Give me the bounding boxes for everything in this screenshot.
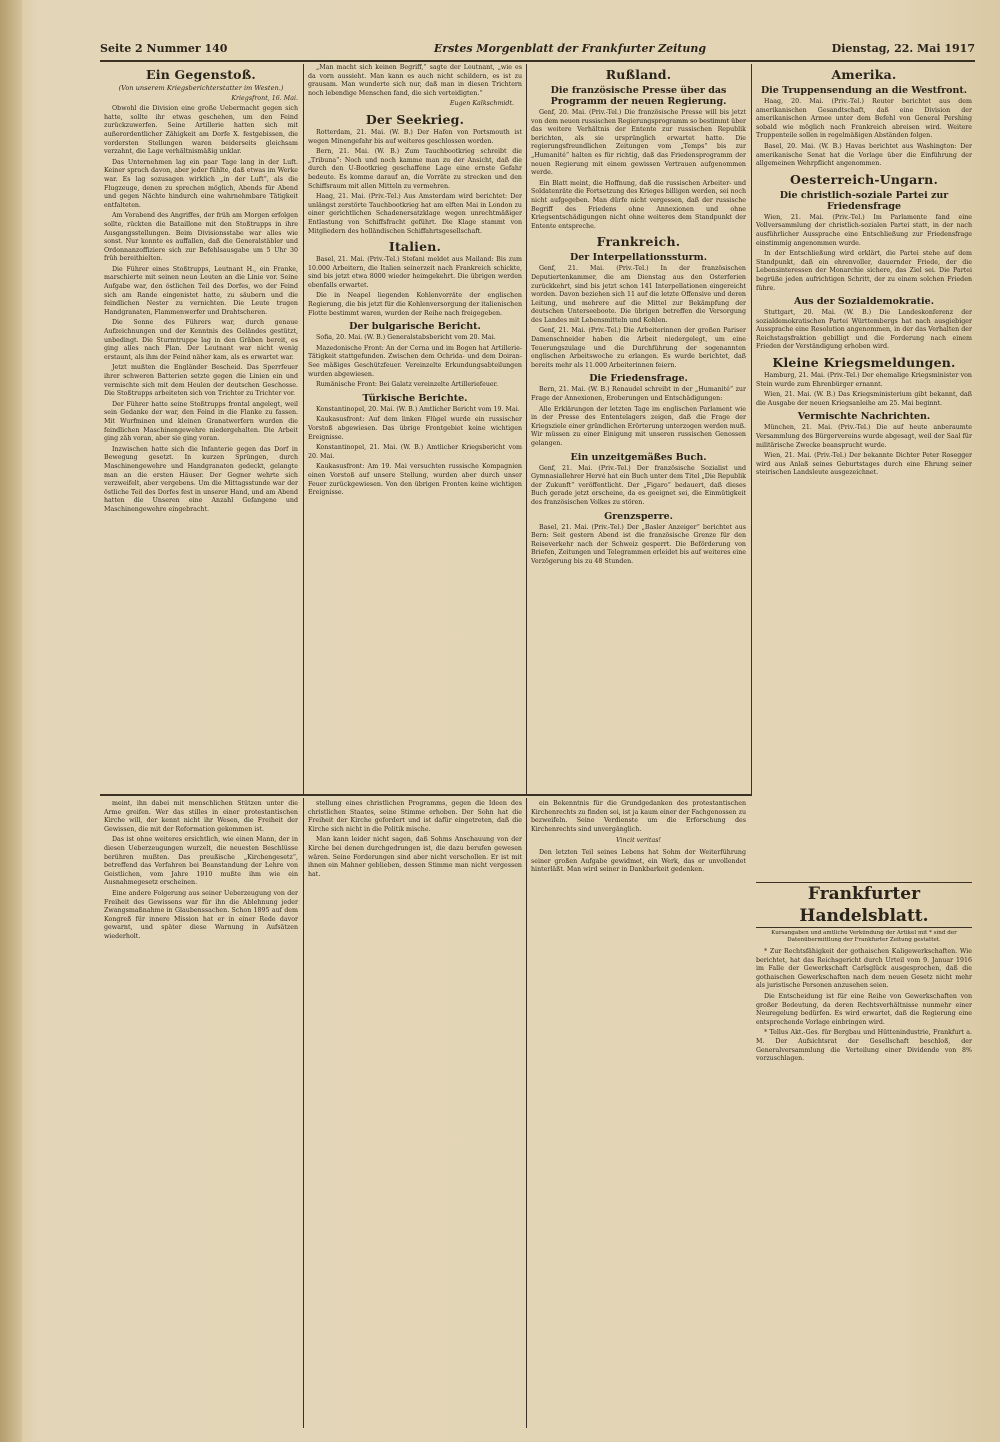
section-divider xyxy=(100,794,752,796)
paragraph: Basel, 21. Mai. (Priv.-Tel.) Stefani meldet aus Mailand: Bis zum 10.000 Arbeitern, die Italien seinerzeit nach Frankreich schickte, sind bis jetzt etwa 8000 wieder heimgekehrt. Die übrigen werden ebenfalls erwartet. xyxy=(308,256,522,289)
war-news-column xyxy=(308,64,522,792)
paragraph: Bern, 21. Mai. (W. B.) Renaudel schreibt in der „Humanité“ zur Frage der Annexionen, Eroberungen und Entschädigungen: xyxy=(531,386,746,403)
paragraph: Genf, 21. Mai. (Priv.-Tel.) Die Arbeiterinnen der großen Pariser Damenschneider haben die Arbeit niedergelegt, um eine Teuerungszulage und die Durchführung der sogenannten englischen Arbeitswoche zu erlangen. Es wurde berichtet, daß bereits mehr als 11.000 Arbeiterinnen feiern. xyxy=(531,327,746,369)
paragraph: Die Sonne des Führers war, durch genaue Aufzeichnungen und der Kenntnis des Geländes gestützt, unbedingt. Die Sturmtruppe lag in den Gräben bereit, es ging alles nach Plan. Der Leutnant war nicht wenig erstaunt, als ihm der Feind näher kam, als es erwartet war. xyxy=(104,319,298,361)
section-title: Italien. xyxy=(388,239,442,255)
paragraph: Der Führer hatte seine Stoßtrupps frontal angelegt, weil sein Gedanke der war, den Feind in die Flanke zu fassen. Mit Wurfminen und kleinen Granatwerfern wurden die feindlichen Maschinengewehre niedergehalten. Die Arbeit ging zäh voran, aber sie ging voran. xyxy=(104,400,298,443)
paragraph: Kaukasusfront: Auf dem linken Flügel wurde ein russischer Vorstoß abgewiesen. Das übrige Frontgebiet keine wichtigen Ereignisse. xyxy=(308,416,522,441)
section-subtitle: Die französische Presse über das Programm der neuen Regierung. xyxy=(550,85,727,107)
paragraph: Hamburg, 21. Mai. (Priv.-Tel.) Der ehemalige Kriegsminister von Stein wurde zum Ehrenbürger ernannt. xyxy=(756,372,972,388)
paragraph: Das ist ohne weiteres ersichtlich, wie einen Mann, der in diesen Ueberzeugungen wurzelt, die neuesten Beschlüsse berühren mußten. Das preußische „Kirchengesetz“, betreffend das Verfahren bei Beanstandung der Lehre von Geistlichen, vom Jahre 1910 mußte ihm wie ein Ausnahmegesetz erscheinen. xyxy=(104,836,298,887)
paragraph: Basel, 20. Mai. (W. B.) Havas berichtet aus Washington: Der amerikanische Senat hat die Vorlage über die Einführung der allgemeinen Wehrpflicht angenommen. xyxy=(756,142,972,168)
feuilleton-column-3 xyxy=(531,800,746,1426)
paragraph: Konstantinopel, 20. Mai. (W. B.) Amtlicher Bericht vom 19. Mai. xyxy=(316,405,520,413)
section-subtitle: Die christlich-soziale Partei zur Friedensfrage xyxy=(779,189,949,212)
paragraph: „Man macht sich keinen Begriff,“ sagte der Leutnant, „wie es da vorn aussieht. Man kann es auch nicht schildern, es ist zu grausam. Man wunderte sich nur, daß man in diesen Trichtern noch lebendige Menschen fand, die sich verteidigten.“ xyxy=(308,64,522,97)
paragraph: Wien, 21. Mai. (Priv.-Tel.) Der bekannte Dichter Peter Rosegger wird aus Anlaß seines Geburtstages durch eine Ehrung seiner steirischen Landsleute ausgezeichnet. xyxy=(756,452,972,477)
section-title: Grenzsperre. xyxy=(604,510,673,522)
paragraph: Bern, 21. Mai. (W. B.) Zum Tauchbootkrieg schreibt die „Tribuna“: Noch und noch kamme man zu der Ansicht, daß die durch den U-Bootkrieg geschaffene Lage eine ernste Gefahr bedeute. Es komme darauf an, die Vorräte zu strecken und den Schiffsraum mit allen Mitteln zu vermehren. xyxy=(308,148,522,190)
paragraph: stellung eines christlichen Programms, gegen die Ideen des christlichen Staates, seine Stimme erhoben. Der Sohn hat die Freiheit der Kirche gefordert und ist dafür eingetreten, daß die Kirche sich nicht in die Politik mische. xyxy=(308,800,522,833)
paragraph: Mazedonische Front: An der Cerna und im Bogen hat Artillerie-Tätigkeit stattgefunden. Zwischen dem Ochrida- und dem Doiran-See mäßiges Geschützfeuer. Vereinzelte Erkundungsabteilungen wurden abgewiesen. xyxy=(308,344,522,378)
column-divider xyxy=(526,64,527,794)
section-title: Die Friedensfrage. xyxy=(589,373,688,385)
paragraph: Rotterdam, 21. Mai. (W. B.) Der Hafen von Portsmouth ist wegen Minengefahr bis auf weiteres geschlossen worden. xyxy=(308,128,522,145)
section-title: Der bulgarische Bericht. xyxy=(349,321,481,333)
paragraph: Haag, 20. Mai. (Priv.-Tel.) Reuter berichtet aus dem amerikanischen Gesandtschaft, daß eine Division der amerikanischen Armee unter dem Befehl von General Pershing sobald wie möglich nach Frankreich abreisen wird. Weitere Truppenteile sollen in regelmäßigen Abständen folgen. xyxy=(756,98,972,140)
paragraph: * Tellus Akt.-Ges. für Bergbau und Hüttenindustrie, Frankfurt a. M. Der Aufsichtsrat der Gesellschaft beschloß, der Generalversammlung die Verteilung einer Dividende von 8% vorzuschlagen. xyxy=(756,1029,972,1063)
handelsblatt-title: Frankfurter Handelsblatt. xyxy=(756,882,972,928)
feuilleton-column-2 xyxy=(308,800,522,1426)
handelsblatt-section xyxy=(756,876,972,1426)
section-title: Vermischte Nachrichten. xyxy=(797,411,931,423)
section-title: Aus der Sozialdemokratie. xyxy=(793,296,935,308)
paragraph: meint, ihn dabei mit menschlichen Stützen unter die Arme greifen. Wer das stilles in einer protestantischen Kirche will, der kennt nicht ihr Wesen, die Freiheit der Gewissen, die mit der Reformation gekommen ist. xyxy=(104,800,298,833)
paragraph: ein Bekenntnis für die Grundgedanken des protestantischen Kirchenrechts zu finden sei, ist ja kaum einer der Fachgenossen zu bezweifeln. Seine Verdienste um die Erforschung des Kirchenrechts sind unvergänglich. xyxy=(531,800,746,833)
author-signature: Eugen Kalkschmidt. xyxy=(449,100,514,108)
paragraph: Das Unternehmen lag ein paar Tage lang in der Luft. Keiner sprach davon, aber jeder fühlte, daß etwas im Werke war. Es lag sozusagen wirklich „in der Luft“, als die Flugzeuge, denen zu sprechen möglich, Abends für Abend und gegen Nächte hindurch eine wahrnehmbare Tätigkeit entfalteten. xyxy=(104,158,298,209)
section-title: Kleine Kriegsmeldungen. xyxy=(772,355,956,371)
section-title: Oesterreich-Ungarn. xyxy=(789,171,939,187)
page-spine-shadow xyxy=(0,0,22,1442)
dateline: Kriegsfront, 16. Mai. xyxy=(231,94,298,102)
paragraph: Obwohl die Division eine große Uebermacht gegen sich hatte, sollte ihr etwas geschehen, um den Feind zurückzuwerfen. Seine Artillerie hatten sich mit außerordentlicher Zähigkeit am Dorfe X. festgebissen, die vordersten Stellungen waren beiderseits gleichsam verzahnt, die Lage verhältnismäßig unklar. xyxy=(104,105,298,156)
paragraph: Genf, 21. Mai. (Priv.-Tel.) Der französische Sozialist und Gymnasiallehrer Hervé hat ein Buch unter dem Titel „Die Republik der Zukunft“ veröffentlicht. Der „Figaro“ bedauert, daß dieses Buch gerade jetzt erscheine, da es geeignet sei, die Einmütigkeit des französischen Volkes zu stören. xyxy=(531,464,746,506)
paragraph: Rumänische Front: Bei Galatz vereinzelte Artilleriefeuer. xyxy=(316,381,498,389)
paragraph: * Zur Rechtsfähigkeit der gothaischen Kaligewerkschaften. Wie berichtet, hat das Reichsgericht durch Urteil vom 9. Januar 1916 im Falle der Gewerkschaft Carlsglück ausgesprochen, daß die gothaischen Gewerkschaften nach dem neuen Gesetz nicht mehr als juristische Personen anzusehen seien. xyxy=(756,948,972,990)
paragraph: Konstantinopel, 21. Mai. (W. B.) Amtlicher Kriegsbericht vom 20. Mai. xyxy=(308,444,522,460)
column-divider xyxy=(526,798,527,1428)
article-subtitle: (Von unserem Kriegsberichterstatter im Westen.) xyxy=(118,84,284,92)
paragraph: Ein Blatt meint, die Hoffnung, daß die russischen Arbeiter- und Soldatenräte die Fortsetzung des Krieges billigen werden, sei noch nicht aufgegeben. Man dürfe nicht vergessen, daß der russische Begriff des Friedens ohne Annexionen und ohne Kriegsentschädigungen nicht ohne weiteres dem Standpunkt der Entente entspreche. xyxy=(531,179,746,230)
motto: Vincit veritas! xyxy=(616,837,661,845)
paragraph: Den letzten Teil seines Lebens hat Sohm der Weiterführung seiner großen Aufgabe gewidmet, ein Werk, das er unvollendet hinterläßt. Man wird seiner in Dankbarkeit gedenken. xyxy=(531,848,746,874)
masthead-rule xyxy=(100,60,975,62)
paragraph: Alle Erklärungen der letzten Tage im englischen Parlament wie in der Presse des Ententelagers zeigen, daß die Frage der Kriegsziele einer gründlichen Erörterung unterzogen werden muß. Wir müssen zu einer Einigung mit unseren russischen Genossen gelangen. xyxy=(531,405,746,447)
paragraph: Inzwischen hatte sich die Infanterie gegen das Dorf in Bewegung gesetzt. In kurzen Sprüngen, durch Maschinengewehre und Handgranaten gedeckt, gelangte man an die ersten Häuser. Der Gegner wehrte sich verzweifelt, aber vergebens. Um die Mittagsstunde war der östliche Teil des Dorfes fest in unserer Hand, und am Abend hatten die Unseren eine Anzahl Gefangene und Maschinengewehre eingebracht. xyxy=(104,445,298,513)
paragraph: Genf, 20. Mai. (Priv.-Tel.) Die französische Presse will bis jetzt von dem neuen russischen Regierungsprogramm so bestimmt über das weitere Verhältnis der Entente zur russischen Republik berichten, als sie ursprünglich erwartet hatte. Die regierungsfreundlichen Zeitungen vom „Temps“ bis zur „Humanité“ halten es für richtig, daß das Friedensprogramm der neuen Regierung mit einem gewissen Vertrauen aufgenommen werde. xyxy=(531,109,746,177)
section-subtitle: Der Interpellationssturm. xyxy=(569,252,708,264)
column-divider xyxy=(303,798,304,1428)
section-title: Amerika. xyxy=(831,67,897,82)
paragraph: Man kann leider nicht sagen, daß Sohms Anschauung von der Kirche bei denen durchgedrungen ist, die dazu berufen gewesen wären. Seine Forderungen sind aber nicht verschollen. Er ist mit ihnen ein Mahner geblieben, dessen Stimme man nicht vergessen hat. xyxy=(308,836,522,878)
paragraph: Die Führer eines Stoßtrupps, Leutnant H., ein Franke, marschierte mit seinen neun Leuten an die Linie vor. Seine Aufgabe war, den östlichen Teil des Dorfes, wo der Feind sich am Rande eingenistet hatte, zu säubern und die feindlichen Nester zu vernichten. Die Leute trugen Handgranaten, Flammenwerfer und Drahtscheren. xyxy=(104,265,298,316)
masthead xyxy=(100,42,975,60)
paragraph: Basel, 21. Mai. (Priv.-Tel.) Der „Basler Anzeiger“ berichtet aus Bern: Seit gestern Abend ist die französische Grenze für den Reiseverkehr nach der Schweiz gesperrt. Die Beförderung von Briefen, Zeitungen und Telegrammen erleidet bis auf weiteres eine Verzögerung bis zu 48 Stunden. xyxy=(531,523,746,565)
paragraph: Stuttgart, 20. Mai. (W. B.) Die Landeskonferenz der sozialdemokratischen Partei Württembergs hat nach ausgiebiger Aussprache eine Resolution angenommen, in der das Verhalten der Reichstagsfraktion gebilligt und die Forderung nach einem Frieden der Verständigung erhoben wird. xyxy=(756,309,972,351)
paragraph: Die Entscheidung ist für eine Reihe von Gewerkschaften von großer Bedeutung, da deren Rechtsverhältnisse nunmehr einer Neuregelung bedürfen. Es wird erwartet, daß die Regierung eine entsprechende Vorlage einbringen wird. xyxy=(756,992,972,1026)
section-title: Rußland. xyxy=(605,67,672,82)
handelsblatt-note: Kursangaben und amtliche Verkündung der Artikel mit * sind der Datenübermittlung der Frankfurter Zeitung gestattet. xyxy=(771,930,957,943)
paragraph: Eine andere Folgerung aus seiner Ueberzeugung von der Freiheit des Gewissens war für ihn die Ablehnung jeder Zwangsmaßnahme in Glaubenssachen. Schon 1895 auf dem Kongreß für innere Mission hat er in einer Rede davor gewarnt, und später diese Warnung in Aufsätzen wiederholt. xyxy=(104,889,298,940)
section-subtitle: Die Truppensendung an die Westfront. xyxy=(760,85,968,96)
paragraph: In der Entschließung wird erklärt, die Partei stehe auf dem Standpunkt, daß ein ehrenvoller, dauernder Friede, der die Lebensinteressen der Monarchie sichere, das Ziel sei. Die Partei begrüße jeden aufrichtigen Schritt, der zu einem solchen Frieden führe. xyxy=(756,250,972,292)
paragraph: Genf, 21. Mai. (Priv.-Tel.) In der französischen Deputiertenkammer, die am Dienstag aus den Osterferien zurückkehrt, sind bis jetzt schon 141 Interpellationen eingereicht worden. Davon beziehen sich 11 auf die letzte Offensive und deren Leitung, und mehrere auf die Mittel zur Bekämpfung der deutschen Unterseeboote. Die übrigen betreffen die Versorgung des Landes mit Lebensmitteln und Kohlen. xyxy=(531,265,746,324)
world-news-column xyxy=(756,64,972,874)
article-gegenstoss xyxy=(104,64,298,792)
foreign-news-column xyxy=(531,64,746,792)
issue-date: Dienstag, 22. Mai 1917 xyxy=(831,42,975,55)
paragraph: Sofia, 20. Mai. (W. B.) Generalstabsbericht vom 20. Mai. xyxy=(316,334,496,342)
paragraph: Die in Neapel liegenden Kohlenvorräte der englischen Regierung, die bis jetzt für die Kohlenversorgung der italienischen Flotte bestimmt waren, wurden der Reihe nach freigegeben. xyxy=(308,292,522,317)
paragraph: Wien, 21. Mai. (W. B.) Das Kriegsministerium gibt bekannt, daß die Ausgabe der neuen Kriegsanleihe am 25. Mai beginnt. xyxy=(756,391,972,407)
section-title: Türkische Berichte. xyxy=(362,392,468,404)
paragraph: Jetzt mußten die Engländer Bescheid. Das Sperrfeuer ihrer schweren Batterien setzte gegen die Linien ein und vermischte sich mit dem Heulen der deutschen Geschosse. Die Stoßtrupps arbeiteten sich von Trichter zu Trichter vor. xyxy=(104,364,298,398)
paragraph: Am Vorabend des Angriffes, der früh am Morgen erfolgen sollte, rückten die Bataillone mit den Stoßtrupps in ihre Ausgangsstellungen. Beim Divisionsstabe war alles wie sonst. Nur konnte es auffallen, daß die Generalstäbler und Ordonnanzoffiziere sich zur Befehlsausgabe um 5 Uhr 30 früh bereithielten. xyxy=(104,212,298,263)
newspaper-title: Erstes Morgenblatt der Frankfurter Zeitung xyxy=(433,42,707,55)
section-title: Der Seekrieg. xyxy=(365,111,465,127)
section-title: Frankreich. xyxy=(596,234,681,250)
column-divider xyxy=(303,64,304,794)
column-divider xyxy=(751,64,752,794)
section-title: Ein unzeitgemäßes Buch. xyxy=(570,451,707,463)
article-title: Ein Gegenstoß. xyxy=(146,67,256,82)
feuilleton-column-1 xyxy=(104,800,298,1426)
paragraph: Haag, 21. Mai. (Priv.-Tel.) Aus Amsterdam wird berichtet: Der unlängst zerstörte Tauchbootkrieg hat am elften Mai in London zu einer gerichtlichen Schadenersatzklage wegen unrechtmäßiger Entlastung von Schiffsfracht geführt. Die Klage stammt von Mitgliedern des holländischen Schiffahrtsgesellschaft. xyxy=(308,193,522,235)
paragraph: Kaukasusfront: Am 19. Mai versuchten russische Kompagnien einen Vorstoß auf unsere Stellung, wurden aber durch unser Feuer zurückgewiesen. Von den übrigen Fronten keine wichtigen Ereignisse. xyxy=(308,463,522,497)
page-number: Seite 2 Nummer 140 xyxy=(100,42,228,55)
paragraph: Wien, 21. Mai. (Priv.-Tel.) Im Parlamente fand eine Vollversammlung der christlich-sozialen Partei statt, in der nach ausführlicher Aussprache eine Entschließung zur Friedensfrage einstimmig angenommen wurde. xyxy=(756,213,972,247)
paragraph: München, 21. Mai. (Priv.-Tel.) Die auf heute anberaumte Versammlung des Bürgervereins wurde abgesagt, weil der Saal für militärische Zwecke beansprucht wurde. xyxy=(756,424,972,449)
